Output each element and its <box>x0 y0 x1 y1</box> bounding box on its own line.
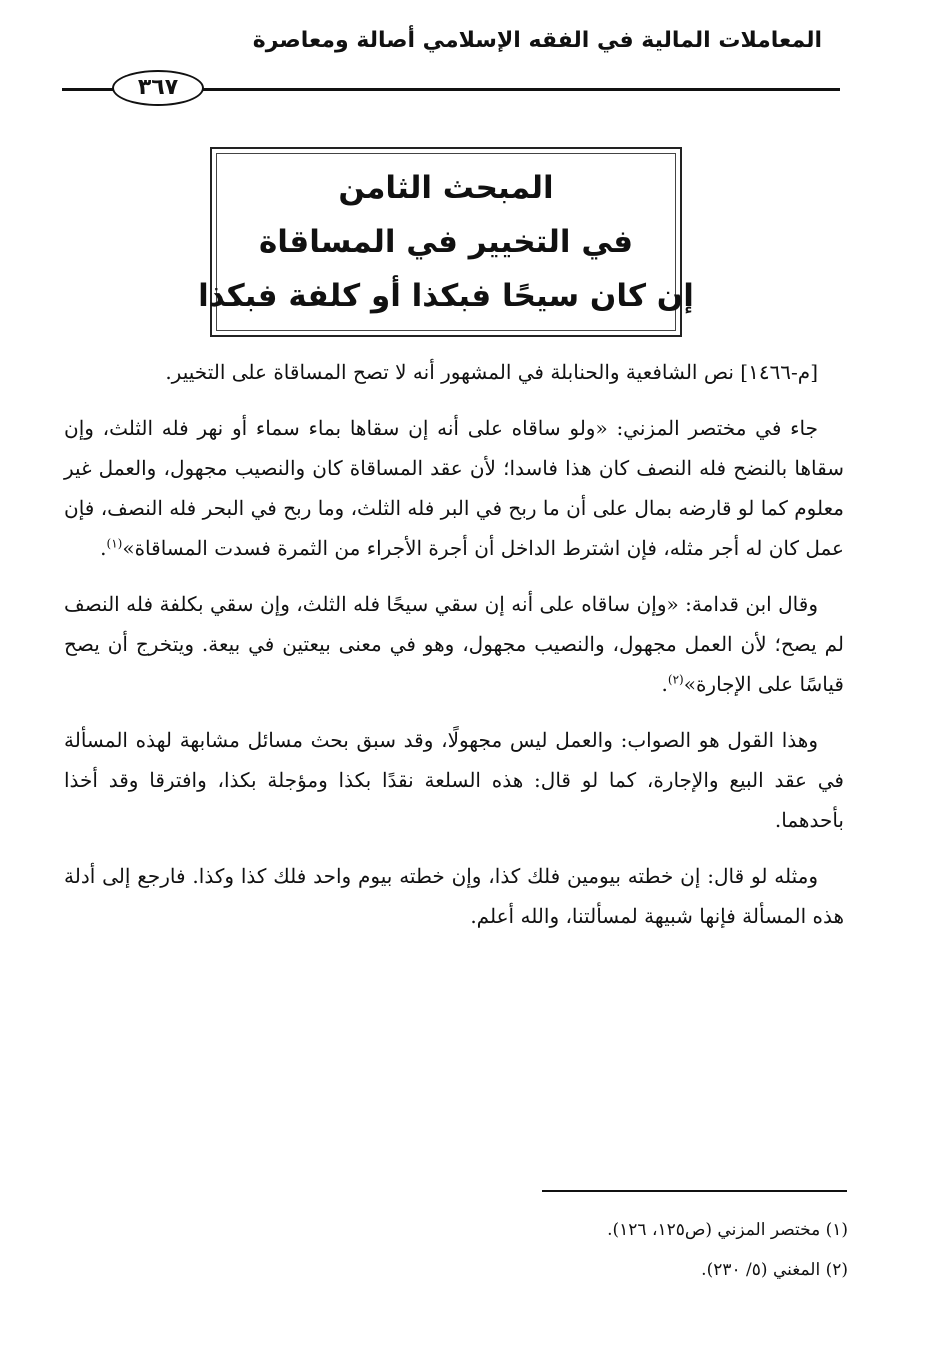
body-text <box>64 352 844 952</box>
paragraph-tailoring-example <box>64 856 844 936</box>
footnotes <box>148 1210 848 1290</box>
paragraph-text: وقال ابن قدامة: «وإن ساقاه على أنه إن سقي سيحًا فله الثلث، وإن سقي بكلفة فله النصف لم يصح؛ لأن العمل مجهول، والنصيب مجهول، وهو في معنى بيعتين في بيعة. ويتخرج أن يصح قياسًا على الإجارة» <box>64 592 844 696</box>
paragraph-end-punctuation: . <box>100 536 107 560</box>
paragraph-end-punctuation: . <box>661 672 668 696</box>
chapter-subtitle: إن كان سيحًا فبكذا أو كلفة فبكذا <box>198 278 694 314</box>
chapter-heading: المبحث الثامن <box>338 170 554 206</box>
paragraph-preferred-opinion <box>64 720 844 840</box>
chapter-title-box <box>198 147 694 337</box>
chapter-title-frame <box>198 153 694 331</box>
footnote-reference: (٢) <box>667 672 684 687</box>
paragraph-muzani-quote <box>64 408 844 568</box>
footnote-1: (١) مختصر المزني (ص١٢٥، ١٢٦). <box>607 1220 848 1240</box>
paragraph-ibn-qudama-quote <box>64 584 844 704</box>
paragraph-text: [م-١٤٦٦] نص الشافعية والحنابلة في المشهور أنه لا تصح المساقاة على التخيير. <box>165 360 818 384</box>
chapter-subject: في التخيير في المساقاة <box>258 224 634 260</box>
paragraph-opening-ruling <box>64 352 844 392</box>
footnote-separator <box>542 1190 847 1192</box>
running-header-title: المعاملات المالية في الفقه الإسلامي أصالة ومعاصرة <box>252 28 822 53</box>
paragraph-text: جاء في مختصر المزني: «ولو ساقاه على أنه إن سقاها بماء سماء أو نهر فله الثلث، وإن سقاها بالنضح فله النصف كان هذا فاسدا؛ لأن عقد المساقاة كان والنصيب مجهول، والعمل غير معلوم كما لو قارضه بمال على أن ما ربح في البر فله الثلث، وما ربح في البحر فله النصف، فإن عمل كان له أجر مثله، فإن اشترط الداخل أن أجرة الأجراء من الثمرة فسدت المساقاة» <box>64 416 844 560</box>
page-number: ٣٦٧ <box>112 70 204 106</box>
footnote-reference: (١) <box>106 536 123 551</box>
paragraph-text: ومثله لو قال: إن خطته بيومين فلك كذا، وإن خطته بيوم واحد فلك كذا وكذا. فارجع إلى أدلة هذه المسألة فإنها شبيهة لمسألتنا، والله أعلم. <box>64 864 844 928</box>
paragraph-text: وهذا القول هو الصواب: والعمل ليس مجهولًا، وقد سبق بحث مسائل مشابهة لهذه المسألة في عقد البيع والإجارة، كما لو قال: هذه السلعة نقدًا بكذا ومؤجلة بكذا، وافترقا وقد أخذا بأحدهما. <box>64 728 844 832</box>
footnote-2: (٢) المغني (٥/ ٢٣٠). <box>701 1260 848 1280</box>
